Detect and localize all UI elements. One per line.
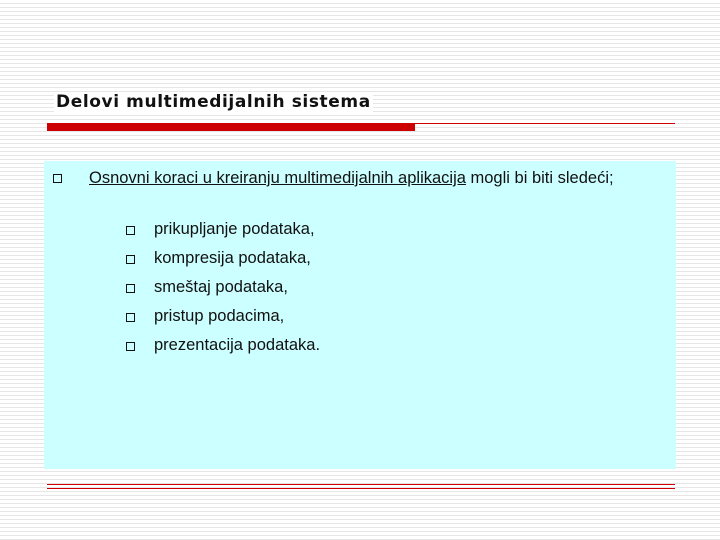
square-bullet-icon bbox=[126, 313, 135, 322]
slide-title: Delovi multimedijalnih sistema bbox=[56, 92, 371, 112]
square-bullet-icon bbox=[126, 226, 135, 235]
title-divider-thick bbox=[47, 124, 415, 131]
list-item: pristup podacima, bbox=[154, 307, 285, 325]
square-bullet-icon bbox=[126, 255, 135, 264]
main-bullet-rest-text: mogli bi biti sledeći; bbox=[465, 169, 614, 187]
square-bullet-icon bbox=[126, 284, 135, 293]
list-item: kompresija podataka, bbox=[154, 249, 311, 267]
list-item: smeštaj podataka, bbox=[154, 278, 288, 296]
list-item: prikupljanje podataka, bbox=[154, 220, 315, 238]
main-bullet-underlined-text: Osnovni koraci u kreiranju multimedijalnih aplikacija bbox=[89, 169, 466, 187]
main-bullet-text bbox=[89, 167, 659, 189]
list-item: prezentacija podataka. bbox=[154, 336, 321, 354]
square-bullet-icon bbox=[53, 174, 62, 183]
content-area bbox=[44, 161, 676, 469]
footer-divider-bottom bbox=[47, 488, 675, 489]
footer-divider-top bbox=[47, 484, 675, 485]
square-bullet-icon bbox=[126, 342, 135, 351]
